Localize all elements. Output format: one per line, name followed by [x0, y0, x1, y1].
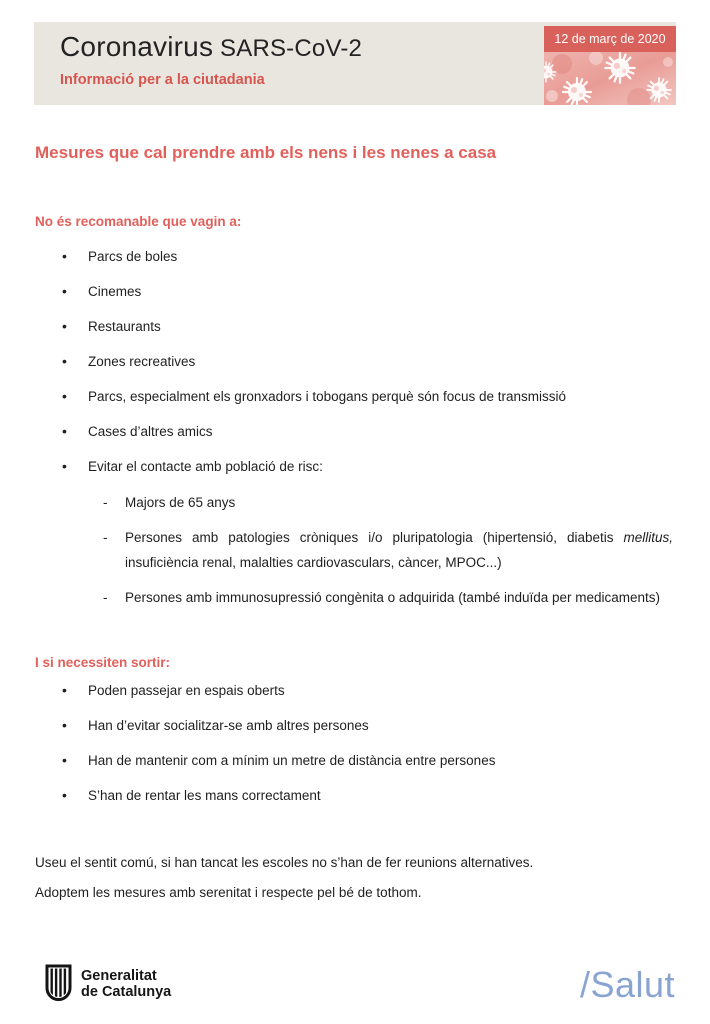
header-titles — [60, 31, 362, 88]
page-title: Mesures que cal prendre amb els nens i les nenes a casa — [35, 143, 497, 162]
if-out-list — [35, 683, 675, 804]
list-item-text: Parcs, especialment els gronxadors i tobogans perquè són focus de transmissió — [88, 389, 567, 404]
dash-icon: - — [103, 495, 108, 510]
bullet-icon: • — [62, 682, 67, 698]
list-item — [35, 354, 675, 370]
list-item — [35, 585, 675, 610]
list-item — [35, 389, 675, 405]
dash-icon: - — [103, 530, 108, 545]
list-item-text: Han de mantenir com a mínim un metre de distància entre persones — [88, 753, 496, 768]
list-item-text: Evitar el contacte amb població de risc: — [88, 459, 323, 474]
salut-logo: /Salut — [579, 964, 675, 1005]
bullet-icon: • — [62, 458, 67, 474]
generalitat-wordmark — [81, 968, 171, 1000]
generalitat-line1: Generalitat — [81, 968, 157, 984]
bullet-icon: • — [62, 353, 67, 369]
list-item — [35, 284, 675, 300]
date-badge: 12 de març de 2020 — [544, 26, 676, 52]
header-title — [60, 31, 362, 65]
list-item — [35, 490, 675, 515]
list-item-text: Cinemes — [88, 284, 142, 299]
bullet-icon: • — [62, 283, 67, 299]
not-recommended-list — [35, 249, 675, 475]
list-item-text-part2: insuficiència renal, malalties cardiovasculars, càncer, MPOC...) — [125, 555, 502, 570]
list-item-text: Zones recreatives — [88, 354, 196, 369]
list-item-text: Persones amb immunosupressió congènita o adquirida (també induïda per medicaments) — [125, 590, 661, 605]
list-item-text-italic: mellitus, — [623, 530, 673, 545]
coronavirus-illustration-icon — [544, 52, 676, 105]
header-title-sub: SARS-CoV-2 — [213, 35, 363, 62]
list-item-text: Han d’evitar socialitzar-se amb altres persones — [88, 718, 369, 733]
list-item — [35, 718, 675, 734]
list-item-text: Poden passejar en espais oberts — [88, 683, 285, 698]
list-item-text: S’han de rentar les mans correctament — [88, 788, 321, 803]
header-band — [34, 22, 676, 105]
bullet-icon: • — [62, 248, 67, 264]
generalitat-shield-icon — [45, 964, 72, 1004]
section-heading-if-out: I si necessiten sortir: — [35, 655, 171, 670]
document-body — [35, 143, 675, 901]
bullet-icon: • — [62, 752, 67, 768]
bullet-icon: • — [62, 423, 67, 439]
list-item-text: Cases d’altres amics — [88, 424, 213, 439]
header-right-block — [544, 26, 676, 105]
list-item — [35, 753, 675, 769]
bullet-icon: • — [62, 717, 67, 733]
footer — [45, 958, 675, 1006]
header-subtitle: Informació per a la ciutadania — [60, 72, 265, 88]
bullet-icon: • — [62, 787, 67, 803]
list-item — [35, 683, 675, 699]
closing-paragraph-1: Useu el sentit comú, si han tancat les escoles no s’han de fer reunions alternatives. — [35, 855, 534, 870]
list-item — [35, 788, 675, 804]
section-heading-not-recommended: No és recomanable que vagin a: — [35, 214, 242, 229]
bullet-icon: • — [62, 318, 67, 334]
list-item — [35, 424, 675, 440]
list-item — [35, 249, 675, 265]
generalitat-line2: de Catalunya — [81, 984, 172, 1000]
dash-icon: - — [103, 590, 108, 605]
risk-groups-list — [35, 490, 675, 610]
list-item-text-part1: Persones amb patologies cròniques i/o pluripatologia (hipertensió, diabetis — [125, 530, 624, 545]
list-item — [35, 525, 675, 575]
list-item — [35, 459, 675, 475]
bullet-icon: • — [62, 388, 67, 404]
closing-paragraph-2: Adoptem les mesures amb serenitat i respecte pel bé de tothom. — [35, 885, 422, 900]
list-item-text: Parcs de boles — [88, 249, 178, 264]
list-item-text: Majors de 65 anys — [125, 495, 236, 510]
list-item — [35, 319, 675, 335]
list-item-text: Restaurants — [88, 319, 161, 334]
header-title-main: Coronavirus — [60, 31, 214, 62]
generalitat-logo — [45, 964, 171, 1004]
